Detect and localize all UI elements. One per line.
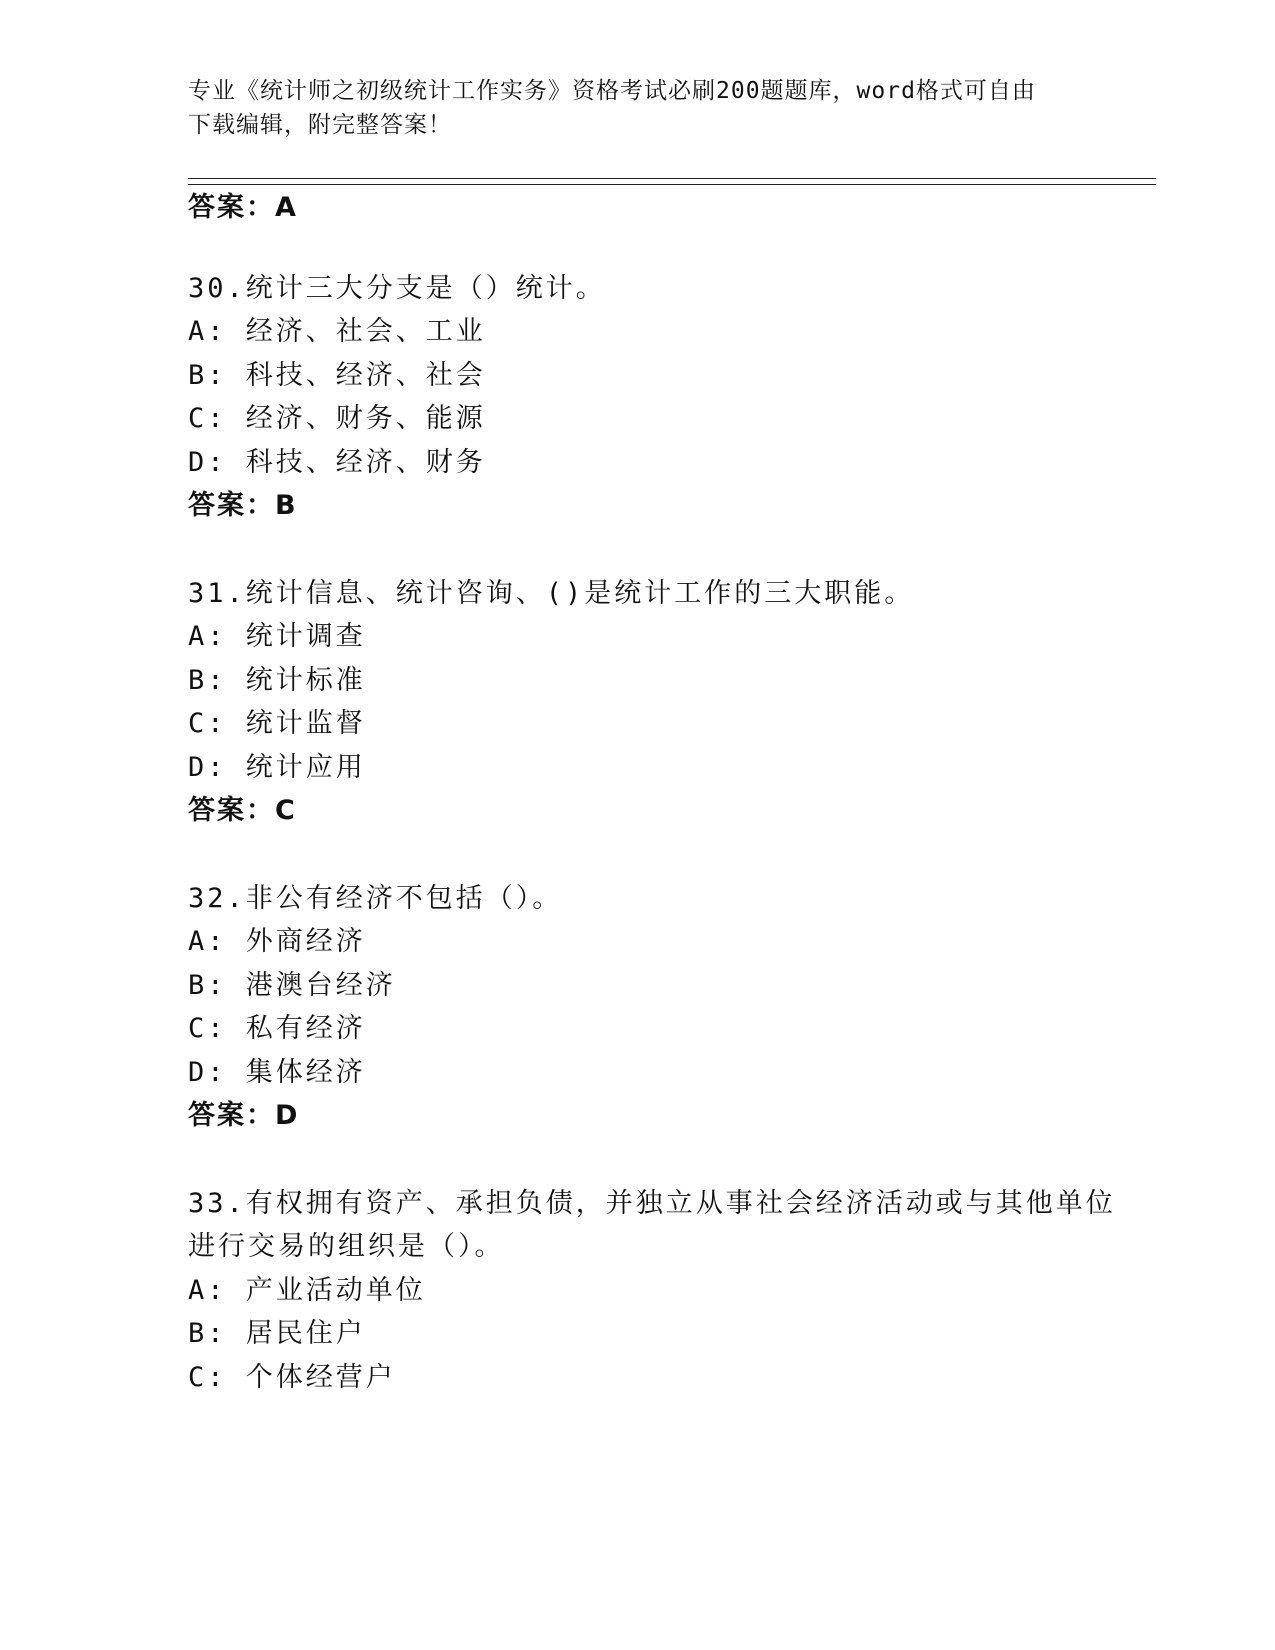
question-32-option-d: D: 集体经济: [188, 1057, 366, 1088]
document-header: [188, 74, 1088, 142]
question-33-option-c: C: 个体经营户: [188, 1362, 396, 1393]
question-33-stem-line-2: 进行交易的组织是（）。: [188, 1231, 505, 1262]
question-32-option-a: A: 外商经济: [188, 926, 366, 957]
header-divider-bottom: [188, 184, 1156, 185]
question-32-option-b: B: 港澳台经济: [188, 970, 396, 1001]
question-31-stem: 31.统计信息、统计咨询、()是统计工作的三大职能。: [188, 578, 915, 609]
question-32-stem: 32.非公有经济不包括（）。: [188, 883, 563, 914]
question-31-option-b: B: 统计标准: [188, 665, 366, 696]
question-30-answer: 答案：B: [188, 490, 298, 521]
question-31-option-c: C: 统计监督: [188, 708, 366, 739]
question-30-option-b: B: 科技、经济、社会: [188, 360, 486, 391]
question-31-option-d: D: 统计应用: [188, 752, 366, 783]
question-32-option-c: C: 私有经济: [188, 1013, 366, 1044]
header-divider-top: [188, 178, 1156, 179]
question-31-option-a: A: 统计调查: [188, 621, 366, 652]
header-line-1: 专业《统计师之初级统计工作实务》资格考试必刷200题题库，word格式可自由: [188, 78, 1036, 104]
question-30-option-d: D: 科技、经济、财务: [188, 447, 486, 478]
question-33-option-a: A: 产业活动单位: [188, 1275, 426, 1306]
question-30-stem: 30.统计三大分支是（）统计。: [188, 273, 606, 304]
question-30-option-c: C: 经济、财务、能源: [188, 403, 486, 434]
question-33-option-b: B: 居民住户: [188, 1318, 366, 1349]
previous-answer: 答案：A: [188, 192, 298, 223]
question-31-answer: 答案：C: [188, 795, 297, 826]
question-30-option-a: A: 经济、社会、工业: [188, 316, 486, 347]
question-32-answer: 答案：D: [188, 1100, 300, 1131]
question-33-stem-line-1: 33.有权拥有资产、承担负债，并独立从事社会经济活动或与其他单位: [188, 1188, 1116, 1219]
header-line-2: 下载编辑，附完整答案！: [188, 112, 452, 138]
